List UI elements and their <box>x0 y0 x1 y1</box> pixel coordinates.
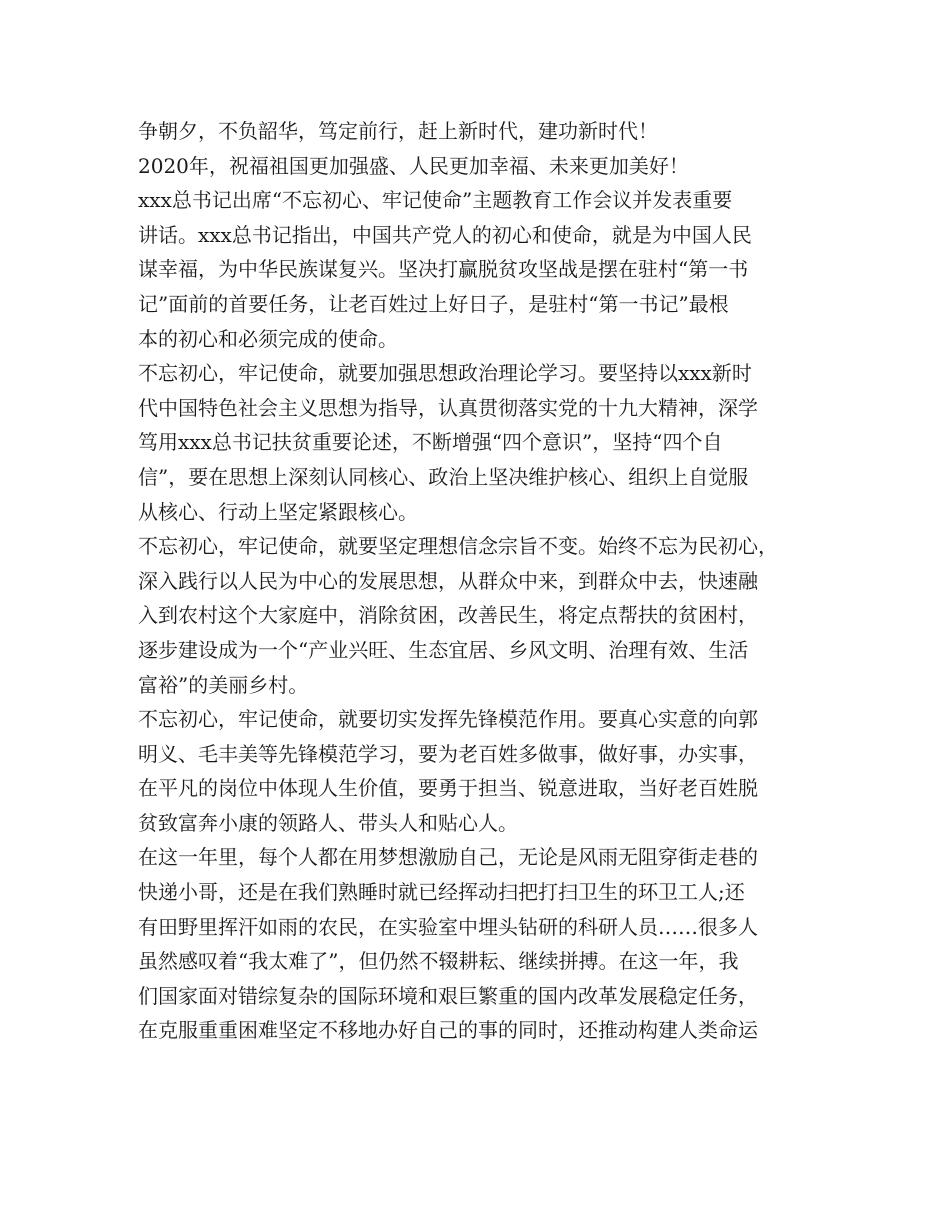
paragraph <box>138 702 828 840</box>
text-line: 有田野里挥汗如雨的农民，在实验室中埋头钻研的科研人员……很多人 <box>138 914 758 939</box>
paragraph <box>138 183 828 356</box>
text-line: 快递小哥，还是在我们熟睡时就已经挥动扫把打扫卫生的环卫工人;还 <box>138 880 745 905</box>
text-line: 讲话。xxx总书记指出，中国共产党人的初心和使命，就是为中国人民 <box>138 222 752 247</box>
text-line: 记”面前的首要任务，让老百姓过上好日子，是驻村“第一书记”最根 <box>138 291 729 316</box>
text-line: 深入践行以人民为中心的发展思想，从群众中来，到群众中去，快速融 <box>138 568 758 593</box>
text-line: 信”，要在思想上深刻认同核心、政治上坚决维护核心、组织上自觉服 <box>138 464 749 489</box>
paragraph <box>138 356 828 529</box>
paragraph <box>138 840 828 1048</box>
text-line: 争朝夕，不负韶华，笃定前行，赶上新时代，建功新时代！ <box>138 119 658 143</box>
paragraph <box>138 529 828 702</box>
text-line: 贫致富奔小康的领路人、带头人和贴心人。 <box>138 810 518 835</box>
text-line: 不忘初心，牢记使命，就要坚定理想信念宗旨不变。始终不忘为民初心， <box>138 534 778 559</box>
text-line: 代中国特色社会主义思想为指导，认真贯彻落实党的十九大精神，深学 <box>138 395 758 420</box>
text-line: xxx总书记出席“不忘初心、牢记使命”主题教育工作会议并发表重要 <box>138 188 733 213</box>
paragraph <box>138 149 828 184</box>
text-line: 在这一年里，每个人都在用梦想激励自己，无论是风雨无阻穿街走巷的 <box>138 845 758 870</box>
document-body <box>138 114 828 1048</box>
text-line: 2020年，祝福祖国更加强盛、人民更加幸福、未来更加美好！ <box>138 153 689 178</box>
text-line: 逐步建设成为一个“产业兴旺、生态宜居、乡风文明、治理有效、生活 <box>138 637 749 662</box>
text-line: 在平凡的岗位中体现人生价值，要勇于担当、锐意进取，当好老百姓脱 <box>138 776 758 801</box>
text-line: 明义、毛丰美等先锋模范学习，要为老百姓多做事，做好事，办实事， <box>138 741 758 766</box>
text-line: 富裕”的美丽乡村。 <box>138 672 309 697</box>
text-line: 不忘初心，牢记使命，就要加强思想政治理论学习。要坚持以xxx新时 <box>138 361 752 386</box>
text-line: 笃用xxx总书记扶贫重要论述，不断增强“四个意识”，坚持“四个自 <box>138 430 723 455</box>
text-line: 在克服重重困难坚定不移地办好自己的事的同时，还推动构建人类命运 <box>138 1018 758 1043</box>
text-line: 虽然感叹着“我太难了”，但仍然不辍耕耘、继续拼搏。在这一年，我 <box>138 949 739 974</box>
text-line: 们国家面对错综复杂的国际环境和艰巨繁重的国内改革发展稳定任务， <box>138 983 758 1008</box>
text-line: 不忘初心，牢记使命，就要切实发挥先锋模范作用。要真心实意的向郭 <box>138 707 758 732</box>
text-line: 从核心、行动上坚定紧跟核心。 <box>138 499 418 524</box>
paragraph <box>138 114 828 149</box>
text-line: 本的初心和必须完成的使命。 <box>138 326 398 351</box>
text-line: 入到农村这个大家庭中，消除贫困，改善民生，将定点帮扶的贫困村， <box>138 603 758 628</box>
text-line: 谋幸福，为中华民族谋复兴。坚决打赢脱贫攻坚战是摆在驻村“第一书 <box>138 257 749 282</box>
